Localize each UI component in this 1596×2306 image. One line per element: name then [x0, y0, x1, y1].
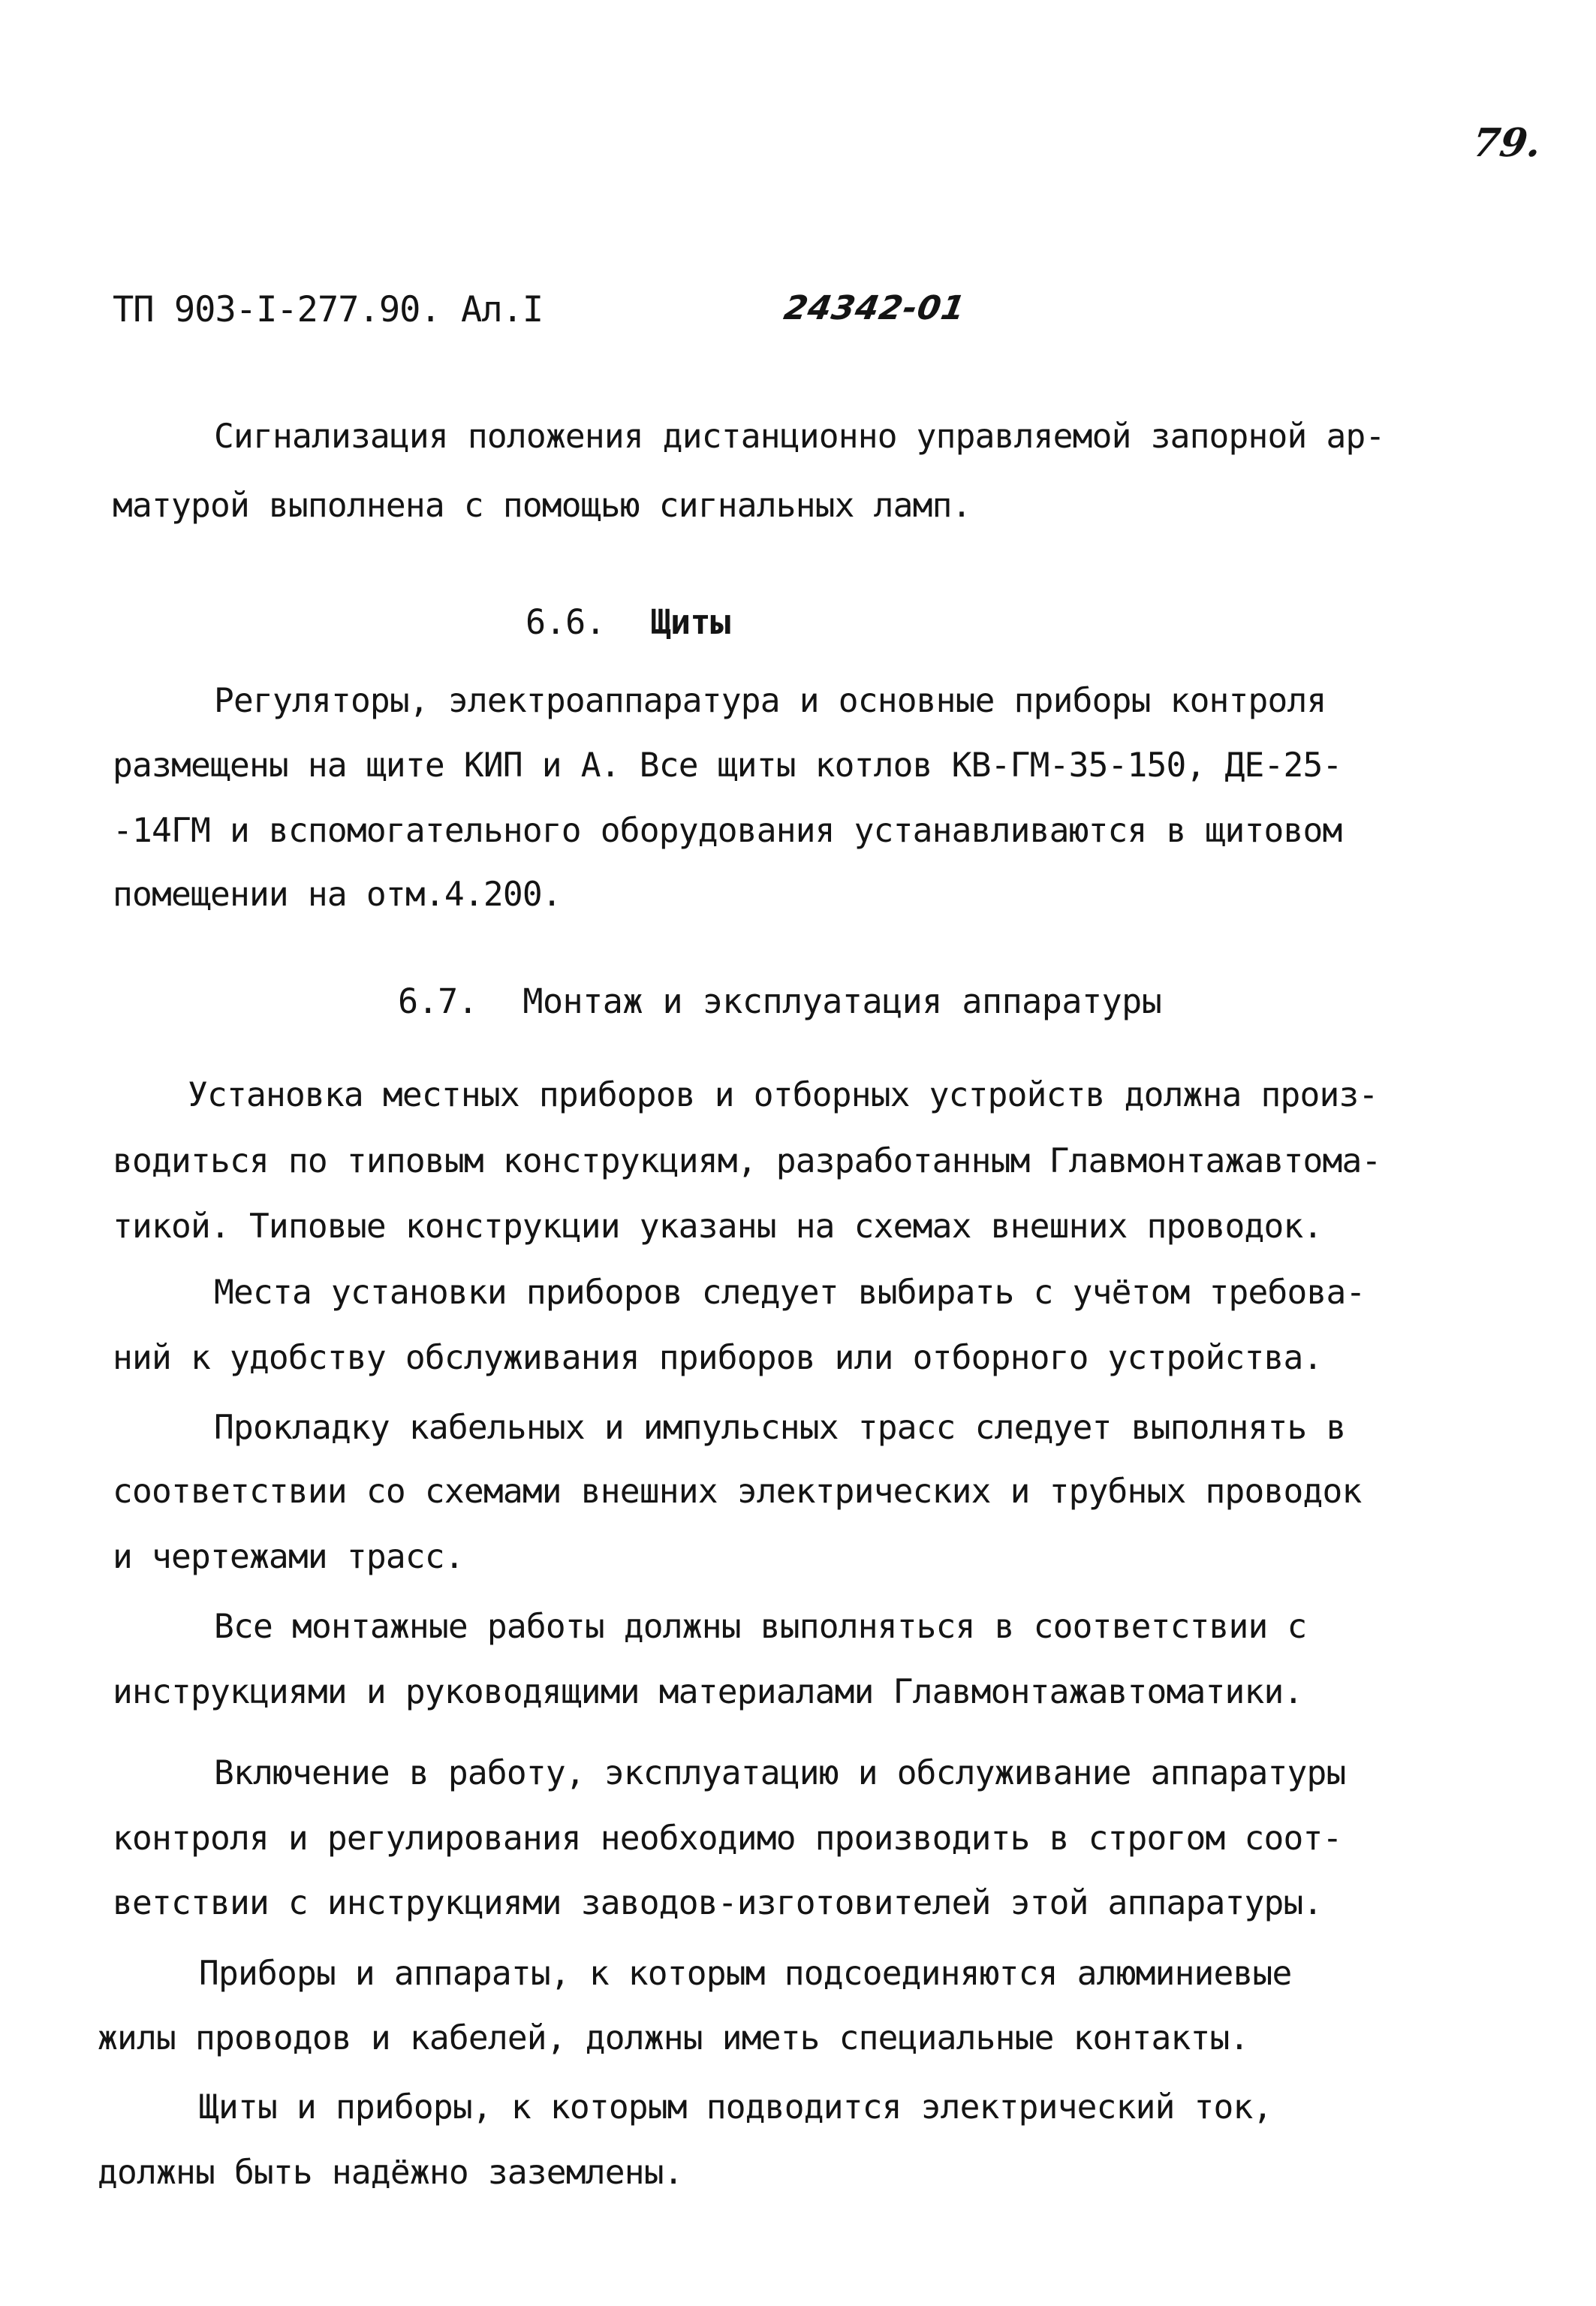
- paragraph-line: -14ГМ и вспомогательного оборудования устанавливаются в щитовом: [113, 812, 1342, 850]
- paragraph-line: размещены на щите КИП и А. Все щиты котлов КВ-ГМ-35-150, ДЕ-25-: [113, 746, 1342, 785]
- paragraph-line: ветствии с инструкциями заводов-изготовителей этой аппаратуры.: [113, 1884, 1323, 1922]
- inventory-number: 24342-01: [781, 289, 969, 327]
- paragraph-line: Щиты и приборы, к которым подводится электрический ток,: [199, 2088, 1272, 2127]
- paragraph-line: помещении на отм.4.200.: [113, 876, 562, 914]
- paragraph-line: Прокладку кабельных и импульсных трасс следует выполнять в: [214, 1409, 1346, 1447]
- paragraph-line: должны быть надёжно заземлены.: [98, 2154, 683, 2192]
- paragraph-line: Регуляторы, электроаппаратура и основные приборы контроля: [214, 682, 1326, 720]
- page-number: 79.: [1469, 120, 1544, 166]
- paragraph-line: Места установки приборов следует выбирать с учётом требова-: [214, 1274, 1366, 1312]
- section-heading-6-7: [398, 981, 1161, 1021]
- section-number: 6.6.: [525, 602, 606, 642]
- section-title: Монтаж и эксплуатация аппаратуры: [522, 981, 1162, 1021]
- document-designation: ТП 903-I-277.90. Ал.I: [113, 289, 544, 330]
- section-title: Щиты: [650, 602, 730, 642]
- paragraph-line: Все монтажные работы должны выполняться в соответствии с: [214, 1608, 1307, 1646]
- intro-line: матурой выполнена с помощью сигнальных ламп.: [113, 487, 971, 525]
- paragraph-line: ний к удобству обслуживания приборов или отборного устройства.: [113, 1339, 1323, 1377]
- paragraph-line: инструкциями и руководящими материалами Главмонтажавтоматики.: [113, 1673, 1303, 1711]
- paragraph-line: водиться по типовым конструкциям, разработанным Главмонтажавтома-: [113, 1142, 1381, 1180]
- intro-line: Сигнализация положения дистанционно управляемой запорной ар-: [214, 417, 1385, 456]
- paragraph-line: Приборы и аппараты, к которым подсоединяются алюминиевые: [199, 1955, 1292, 1993]
- section-heading-6-6: [525, 602, 730, 642]
- paragraph-line: жилы проводов и кабелей, должны иметь специальные контакты.: [98, 2019, 1249, 2057]
- paragraph-line: и чертежами трасс.: [113, 1538, 464, 1576]
- paragraph-line: контроля и регулирования необходимо производить в строгом соот-: [113, 1819, 1342, 1858]
- paragraph-line: соответствии со схемами внешних электрических и трубных проводок: [113, 1473, 1362, 1511]
- section-number: 6.7.: [398, 981, 478, 1021]
- paragraph-line: Установка местных приборов и отборных устройств должна произ-: [188, 1076, 1378, 1114]
- paragraph-line: Включение в работу, эксплуатацию и обслуживание аппаратуры: [214, 1754, 1346, 1792]
- paragraph-line: тикой. Типовые конструкции указаны на схемах внешних проводок.: [113, 1207, 1323, 1246]
